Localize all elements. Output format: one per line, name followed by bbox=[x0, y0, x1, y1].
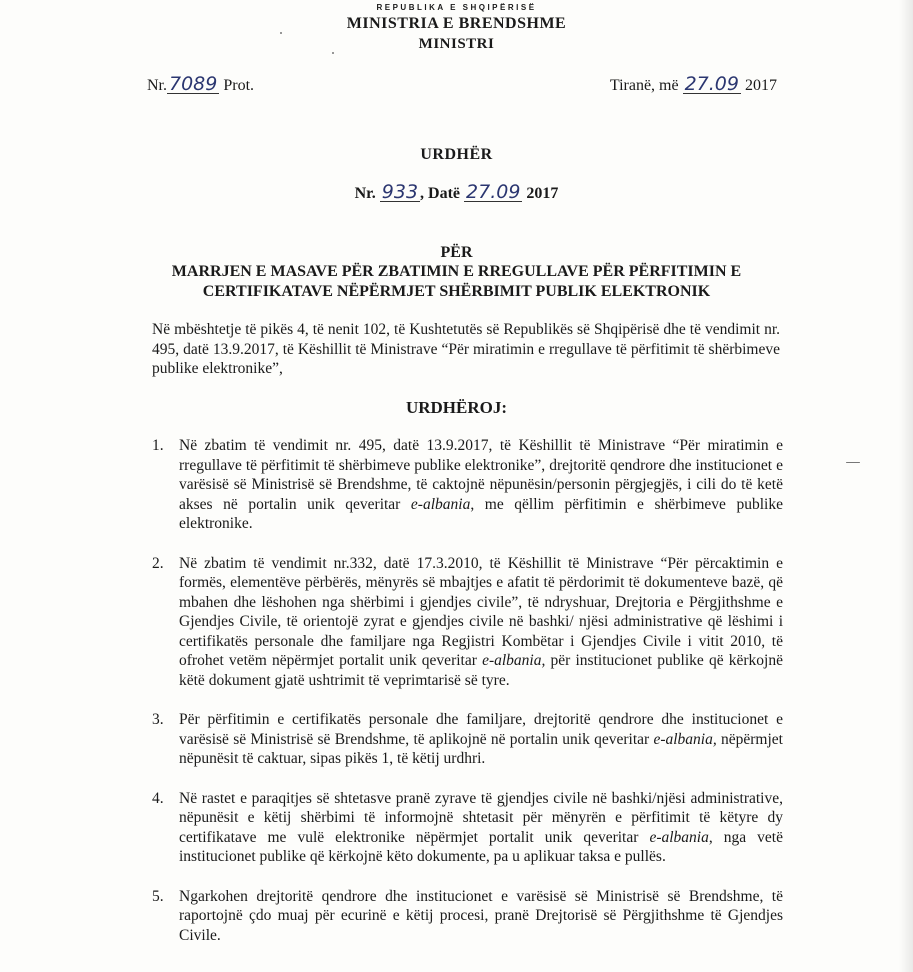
minister-title: MINISTRI bbox=[418, 36, 495, 52]
item-number: 4. bbox=[152, 789, 164, 807]
list-item bbox=[152, 710, 783, 769]
intro-paragraph: Në mbështetje të pikës 4, të nenit 102, të Kushtetutës së Republikës së Shqipërisë dhe të vendimit nr. 495, datë 13.9.2017, të Këshillit të Ministrave “Për miratimin e rregullave të përfitimit të shërbimeve publike elektronike”, bbox=[152, 321, 780, 377]
order-number-date bbox=[0, 183, 913, 203]
item-number: 5. bbox=[152, 887, 164, 905]
place-date bbox=[610, 75, 777, 95]
item-emphasis: e-albania, bbox=[482, 652, 546, 669]
item-text-end: , me qëllim përfitimin e shërbimeve publike elektronike. bbox=[179, 495, 783, 532]
date-year: 2017 bbox=[745, 77, 777, 94]
list-item bbox=[152, 789, 783, 867]
urdheroj-heading: URDHËROJ: bbox=[405, 398, 508, 417]
scan-speck bbox=[846, 462, 860, 463]
protocol-label: Prot. bbox=[223, 77, 255, 94]
item-text: Në rastet e paraqitjes së shtetasve pranë zyrave të gjendjes civile në bashki/njësi administrative, nëpunësit e këtij shërbimi të informojnë shtetasit për mënyrën e përfitimit të këtyre dy certifikatave me vulë elektronike nëpërmjet portalit unik qeveritar bbox=[179, 789, 783, 846]
republic-label: REPUBLIKA E SHQIPËRISË bbox=[376, 3, 537, 12]
item-text: Ngarkohen drejtoritë qendrore dhe institucionet e varësisë së Ministrisë së Brendshme, të raportojnë çdo muaj për ecurinë e këtij procesi, pranë Drejtorisë së Përgjithshme të Gjendjes Civile. bbox=[179, 887, 783, 944]
ministry-title: MINISTRIA E BRENDSHME bbox=[346, 15, 567, 32]
list-item bbox=[152, 554, 783, 691]
subject-heading bbox=[0, 262, 913, 302]
item-text: Në zbatim të vendimit nr. 495, datë 13.9.2017, të Këshillit të Ministrave “Për miratimin e rregullave të përfitimit të shërbimeve publike elektronike”, drejtoritë qendrore dhe institucionet e varësisë së Ministrisë së Brendshme, të caktojnë nëpunësin/personin përgjegjës, i cili do të ketë akses në portalin unik qeveritar bbox=[179, 437, 783, 513]
subject-line-1: MARRJEN E MASAVE PËR ZBATIMIN E RREGULLAVE PËR PËRFITIMIN E bbox=[171, 263, 742, 280]
item-text: Në zbatim të vendimit nr.332, datë 17.3.2010, të Këshillit të Ministrave “Për përcaktimin e formës, elementëve përbërës, mënyrës së mbajtjes e afatit të përdorimit të dokumenteve bazë, që mbahen dhe lëshohen nga shërbimi i gjendjes civile”, të ndryshuar, Drejtoria e Përgjithshme e Gjendjes Civile, të orientojë zyrat e gjendjes civile në bashki/ njësi administrative që lëshimi i certifikatës personale dhe familjare nga Regjistri Kombëtar i Gjendjes Civile i vitit 2010, të ofrohet vetëm nëpërmjet portalit unik qeveritar bbox=[179, 554, 783, 669]
order-handwritten-date: 27.09 bbox=[466, 181, 521, 203]
item-text: Për përfitimin e certifikatës personale dhe familjare, drejtoritë qendrore dhe institucionet e varësisë së Ministrisë së Brendshme, të aplikojnë në portalin unik qeveritar bbox=[179, 711, 783, 748]
item-number: 2. bbox=[152, 554, 164, 572]
order-handwritten-number: 933 bbox=[381, 181, 419, 203]
order-date-label: , Datë bbox=[420, 185, 461, 202]
protocol-number bbox=[147, 75, 254, 95]
item-number: 3. bbox=[152, 711, 164, 728]
subject-per: PËR bbox=[440, 244, 473, 261]
list-item bbox=[152, 887, 783, 946]
scan-speck bbox=[280, 32, 282, 34]
protocol-nr-prefix: Nr. bbox=[147, 77, 167, 94]
item-emphasis: e-albania bbox=[649, 828, 709, 846]
scan-speck bbox=[332, 52, 334, 54]
item-emphasis: e-albania, bbox=[653, 730, 717, 748]
protocol-handwritten-number: 7089 bbox=[169, 73, 218, 95]
order-year: 2017 bbox=[526, 185, 559, 202]
item-text-end: nëpërmjet nëpunësit të caktuar, sipas pikës 1, të këtij urdhri. bbox=[179, 730, 783, 767]
item-emphasis: e-albania bbox=[410, 495, 471, 513]
order-items-list bbox=[152, 436, 783, 965]
handwritten-date: 27.09 bbox=[684, 73, 739, 95]
item-text-end: , nga vetë institucionet publike që kërkojnë këto dokumente, pa u aplikuar taksa e pullës. bbox=[179, 828, 783, 865]
subject-line-2: CERTIFIKATAVE NËPËRMJET SHËRBIMIT PUBLIK ELEKTRONIK bbox=[202, 283, 711, 300]
item-number: 1. bbox=[152, 437, 164, 454]
item-text-end: për institucionet publike që kërkojnë këtë dokument gjatë ushtrimit të veprimtarisë së tyre. bbox=[179, 652, 783, 689]
order-nr-prefix: Nr. bbox=[354, 185, 376, 202]
list-item bbox=[152, 436, 783, 534]
order-title: URDHËR bbox=[420, 146, 493, 163]
place-prefix: Tiranë, më bbox=[609, 77, 679, 94]
